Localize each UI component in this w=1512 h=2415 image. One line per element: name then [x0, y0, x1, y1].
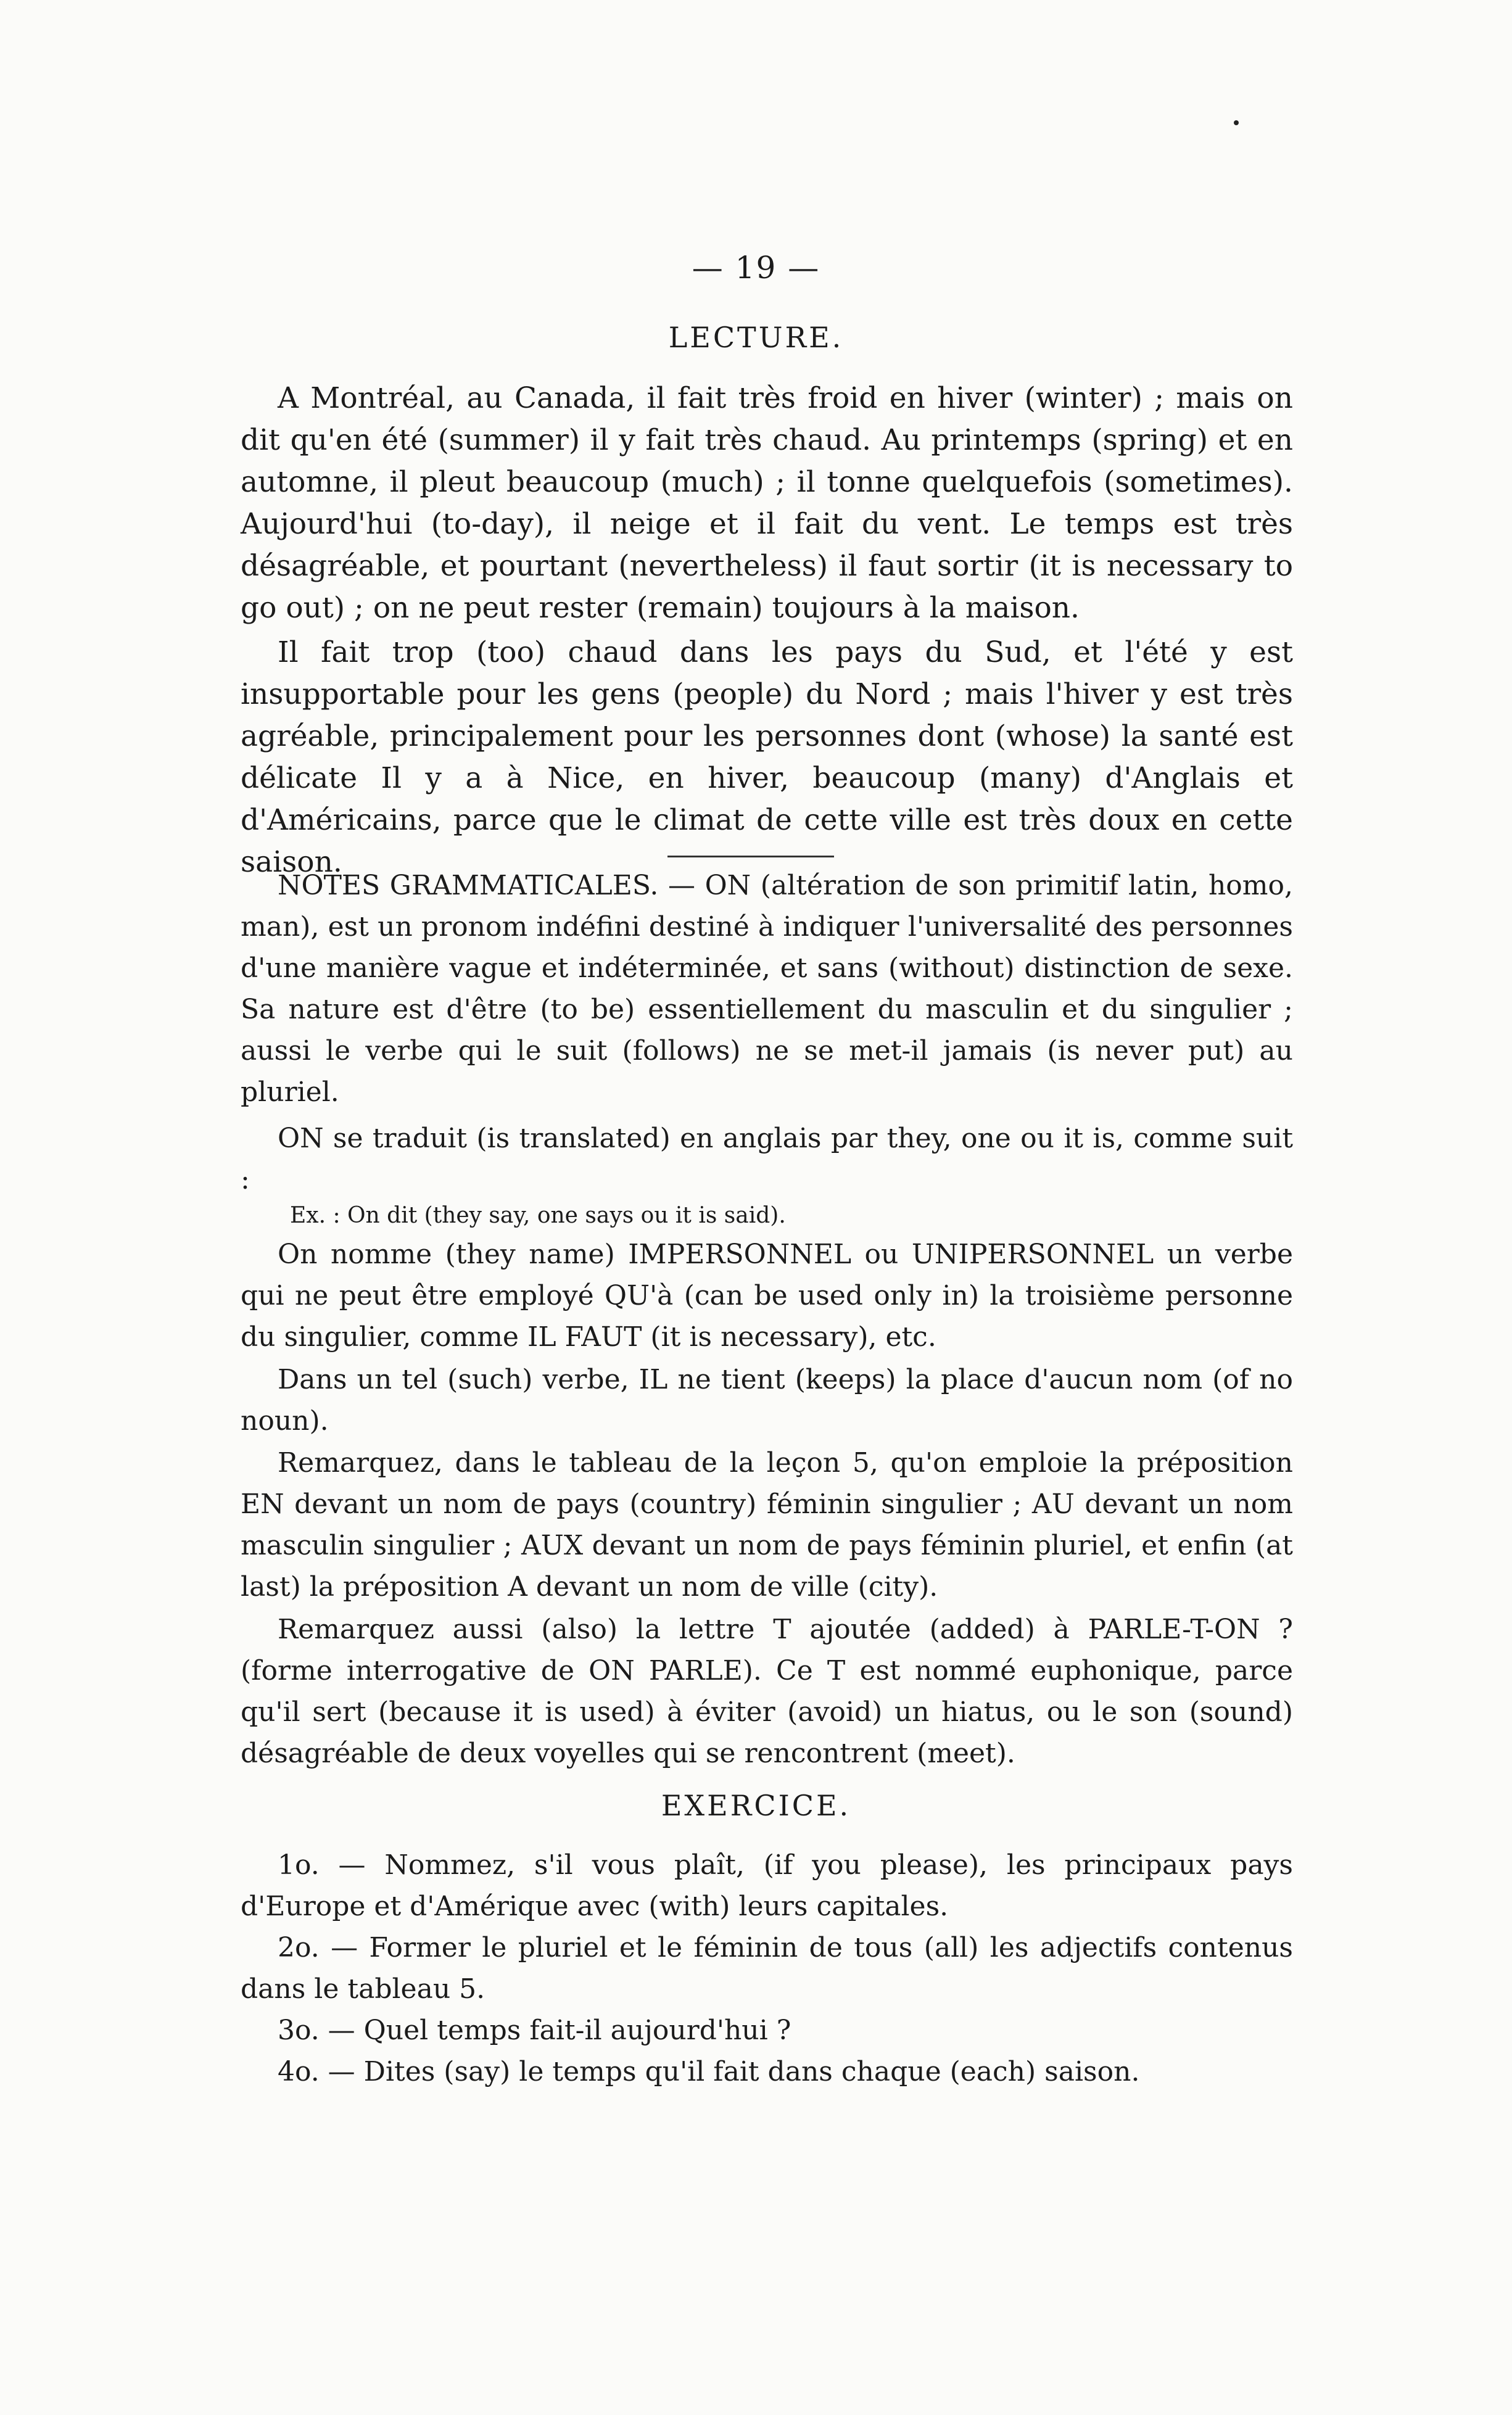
lecture-paragraph-2: Il fait trop (too) chaud dans les pays du Sud, et l'été y est insupportable pour les gens (people) du Nord ; mais l'hiver y est très agréable, principalement pour les personnes dont (whose) la santé est délicate Il y a à Nice, en hiver, beaucoup (many) d'Anglais et d'Américains, parce que le climat de cette ville est très doux en cette saison.: [241, 635, 1293, 879]
notes-paragraph-4: Dans un tel (such) verbe, IL ne tient (keeps) la place d'aucun nom (of no noun).: [241, 1364, 1293, 1437]
notes-paragraph-1: NOTES GRAMMATICALES. — ON (altération de son primitif latin, homo, man), est un pronom indéfini destiné à indiquer l'universalité des personnes d'une manière vague et indéterminée, et sans (without) distinction de sexe. Sa nature est d'être (to be) essentiellement du masculin et du singulier ; aussi le verbe qui le suit (follows) ne se met-il jamais (is never put) au pluriel.: [241, 870, 1293, 1108]
notes-paragraph-3: On nomme (they name) IMPERSONNEL ou UNIPERSONNEL un verbe qui ne peut être employé QU'à (can be used only in) la troisième personne du singulier, comme IL FAUT (it is necessary), etc.: [241, 1239, 1293, 1353]
exercice-item-4: 4o. — Dites (say) le temps qu'il fait dans chaque (each) saison.: [278, 2056, 1140, 2087]
notes-paragraph-6: Remarquez aussi (also) la lettre T ajoutée (added) à PARLE-T-ON ? (forme interrogative de ON PARLE). Ce T est nommé euphonique, parce qu'il sert (because it is used) à éviter (avoid) un hiatus, ou le son (sound) désagréable de deux voyelles qui se rencontrent (meet).: [241, 1614, 1293, 1769]
ink-speck: [1234, 120, 1239, 125]
lecture-heading: LECTURE.: [668, 321, 844, 354]
section-divider: [667, 856, 834, 857]
page-number: — 19 —: [692, 250, 820, 286]
notes-paragraph-2: ON se traduit (is translated) en anglais par they, one ou it is, comme suit :: [241, 1123, 1293, 1195]
exercice-item-2: 2o. — Former le pluriel et le féminin de tous (all) les adjectifs contenus dans le tableau 5.: [241, 1932, 1293, 2005]
exercice-item-3: 3o. — Quel temps fait-il aujourd'hui ?: [278, 2015, 791, 2046]
notes-example: Ex. : On dit (they say, one says ou it is said).: [290, 1203, 786, 1228]
notes-paragraph-5: Remarquez, dans le tableau de la leçon 5, qu'on emploie la préposition EN devant un nom de pays (country) féminin singulier ; AU devant un nom masculin singulier ; AUX devant un nom de pays féminin pluriel, et enfin (at last) la préposition A devant un nom de ville (city).: [241, 1447, 1293, 1603]
lecture-paragraph-1: A Montréal, au Canada, il fait très froid en hiver (winter) ; mais on dit qu'en été (summer) il y fait très chaud. Au printemps (spring) et en automne, il pleut beaucoup (much) ; il tonne quelquefois (sometimes). Aujourd'hui (to-day), il neige et il fait du vent. Le temps est très désagréable, et pourtant (nevertheless) il faut sortir (it is necessary to go out) ; on ne peut rester (remain) toujours à la maison.: [241, 381, 1293, 625]
exercice-item-1: 1o. — Nommez, s'il vous plaît, (if you please), les principaux pays d'Europe et d'Amérique avec (with) leurs capitales.: [241, 1849, 1293, 1922]
exercice-heading: EXERCICE.: [661, 1789, 851, 1822]
